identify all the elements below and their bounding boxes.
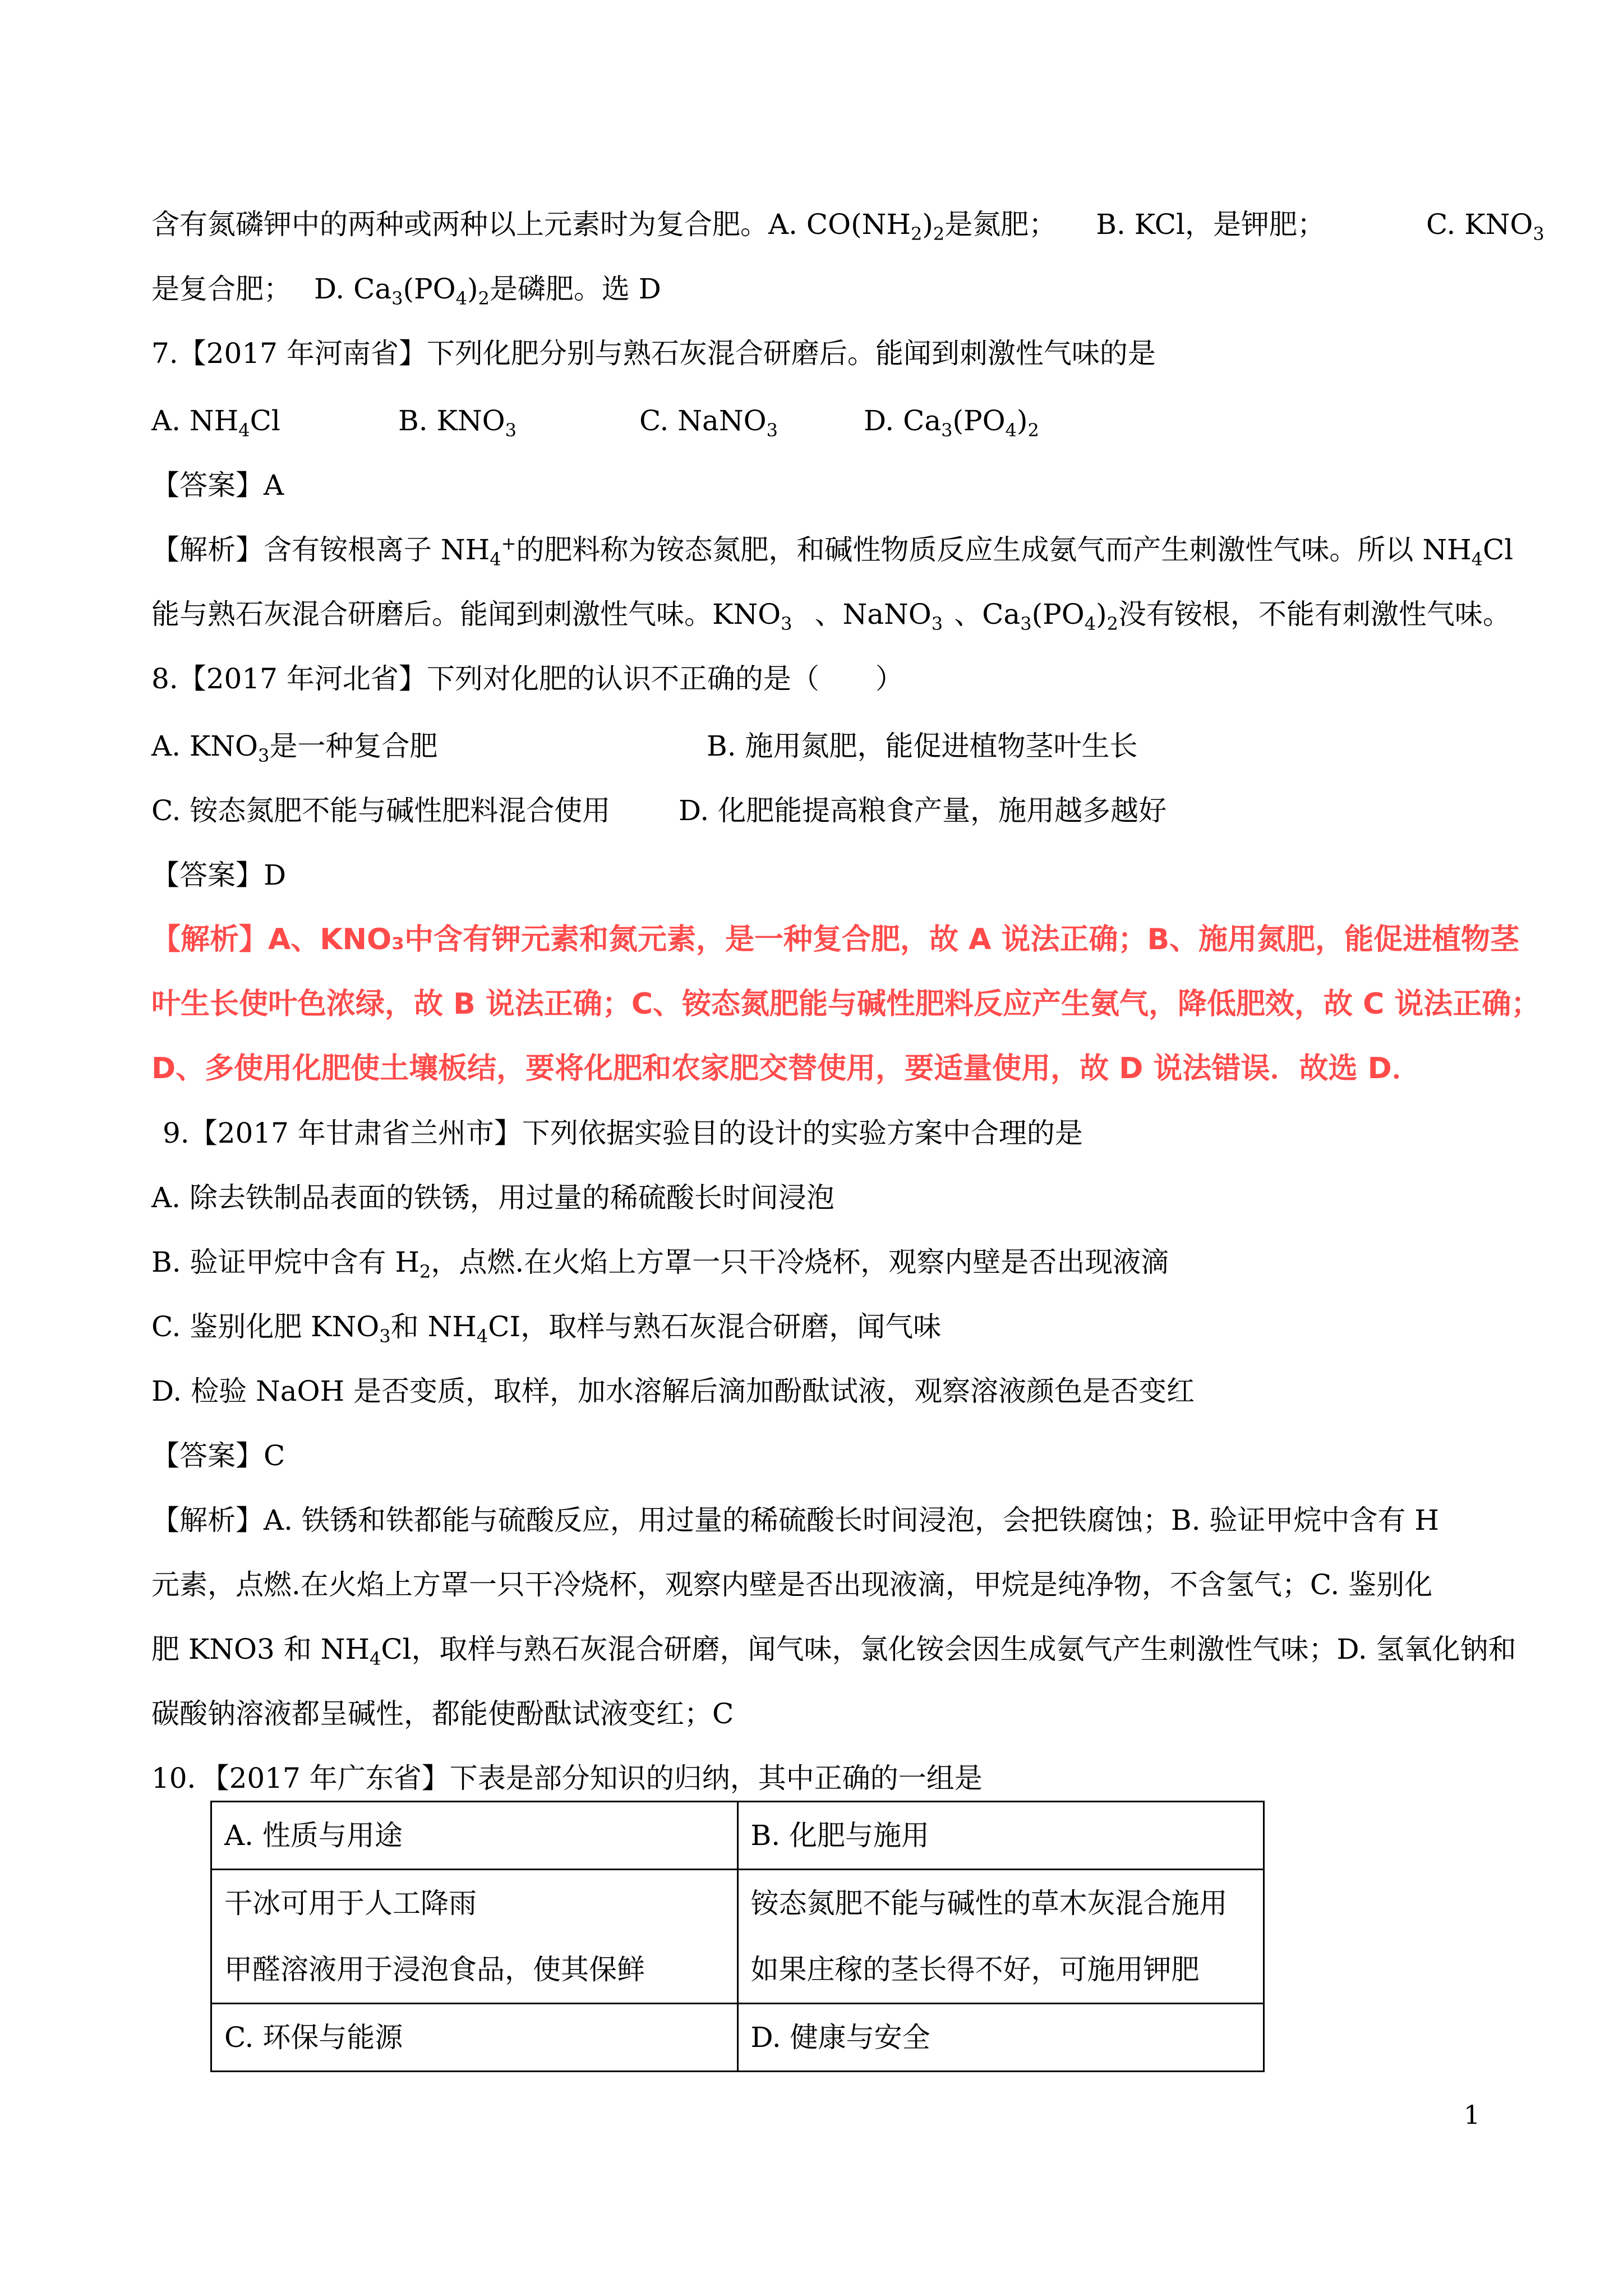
table-cell-c-head: C. 环保与能源 xyxy=(211,2004,738,2072)
question-8-analysis-2: 叶生长使叶色浓绿，故 B 说法正确；C、铵态氮肥能与碱性肥料反应产生氨气，降低肥效，故 C 说法正确； xyxy=(151,987,1541,1021)
question-9-analysis-1: 【解析】A. 铁锈和铁都能与硫酸反应，用过量的稀硫酸长时间浸泡，会把铁腐蚀；B. 验证甲烷中含有 H xyxy=(151,1504,1439,1536)
option-b: B. 施用氮肥，能促进植物茎叶生长 xyxy=(707,730,1138,762)
table-cell-line: 如果庄稼的茎长得不好，可施用钾肥 xyxy=(750,1953,1200,1986)
option-a: A. $KNO_3$是一种复合肥 xyxy=(151,730,438,766)
knowledge-table xyxy=(210,1801,1265,2072)
question-7-analysis-1: 【解析】含有铵根离子 $NH_4^+$的肥料称为铵态氮肥，和碱性物质反应生成氨气而产生刺激性气味。所以 $NH_4Cl$ xyxy=(151,532,1514,570)
option-a: A. $NH_4Cl$ xyxy=(151,404,280,441)
table-row xyxy=(211,2004,1264,2072)
table-cell-d-head: D. 健康与安全 xyxy=(737,2004,1264,2072)
table-cell-b-head: B. 化肥与施用 xyxy=(737,1802,1264,1870)
option-d: D. 化肥能提高粮食产量，施用越多越好 xyxy=(679,794,1167,827)
table-cell-a-body xyxy=(211,1870,738,2004)
question-8-analysis-3: D、多使用化肥使土壤板结，要将化肥和农家肥交替使用，要适量使用，故 D 说法错误．故选 D． xyxy=(151,1052,1421,1085)
question-7: 7.【2017 年河南省】下列化肥分别与熟石灰混合研磨后。能闻到刺激性气味的是 xyxy=(151,337,1156,370)
question-9-option-b: B. 验证甲烷中含有 $H_2$，点燃.在火焰上方罩一只干冷烧杯，观察内壁是否出现液滴 xyxy=(151,1246,1169,1282)
question-10: 10．【2017 年广东省】下表是部分知识的归纳，其中正确的一组是 xyxy=(151,1762,983,1795)
table-row xyxy=(211,1870,1264,2004)
option-c: C. 铵态氮肥不能与碱性肥料混合使用 xyxy=(151,794,611,827)
question-8-answer: 【答案】D xyxy=(151,859,287,891)
table-row xyxy=(211,1802,1264,1870)
question-9: 9.【2017 年甘肃省兰州市】下列依据实验目的设计的实验方案中合理的是 xyxy=(163,1117,1083,1149)
table-cell-line: 干冰可用于人工降雨 xyxy=(224,1887,477,1920)
question-7-answer: 【答案】A xyxy=(151,469,284,501)
option-d: D. $Ca_3(PO_4)_2$ xyxy=(864,404,1039,441)
question-7-analysis-2: 能与熟石灰混合研磨后。能闻到刺激性气味。$KNO_3$ 、NaNO$_3$ 、$Ca_3(PO_4)_2$没有铵根，不能有刺激性气味。 xyxy=(151,598,1511,634)
question-9-analysis-3: 肥 KNO3 和 $NH_4Cl$，取样与熟石灰混合研磨，闻气味，氯化铵会因生成氨气产生刺激性气味；D. 氢氧化钠和 xyxy=(151,1633,1516,1669)
question-9-answer: 【答案】C xyxy=(151,1439,285,1472)
question-8-analysis-1: 【解析】A、KNO₃中含有钾元素和氮元素，是一种复合肥，故 A 说法正确；B、施用氮肥，能促进植物茎 xyxy=(151,923,1520,956)
question-9-analysis-4: 碳酸钠溶液都呈碱性，都能使酚酞试液变红；C xyxy=(151,1697,734,1730)
question-8: 8.【2017 年河北省】下列对化肥的认识不正确的是（ ） xyxy=(151,662,903,695)
question-9-option-a: A. 除去铁制品表面的铁锈，用过量的稀硫酸长时间浸泡 xyxy=(151,1181,834,1214)
table-cell-line: 铵态氮肥不能与碱性的草木灰混合施用 xyxy=(750,1887,1228,1920)
table-cell-line: 甲醛溶液用于浸泡食品，使其保鲜 xyxy=(224,1953,645,1986)
question-9-option-d: D. 检验 NaOH 是否变质，取样，加水溶解后滴加酚酞试液，观察溶液颜色是否变红 xyxy=(151,1375,1195,1407)
question-9-option-c: C. 鉴别化肥 $KNO_3$和 $NH_4CI$，取样与熟石灰混合研磨，闻气味 xyxy=(151,1310,942,1347)
text-line-2: 是复合肥； D. $Ca_3(PO_4)_2$是磷肥。选 D xyxy=(151,273,661,309)
table-cell-a-head: A. 性质与用途 xyxy=(211,1802,738,1870)
option-b: B. $KNO_3$ xyxy=(398,404,517,441)
question-9-analysis-2: 元素，点燃.在火焰上方罩一只干冷烧杯，观察内壁是否出现液滴，甲烷是纯净物，不含氢气；C. 鉴别化 xyxy=(151,1568,1433,1601)
table-cell-b-body xyxy=(737,1870,1264,2004)
text-line-1: 含有氮磷钾中的两种或两种以上元素时为复合肥。A. $CO(NH_2)_2$是氮肥； B. KCl，是钾肥； C. $KNO_3$ xyxy=(151,208,1544,245)
option-c: C. NaNO$_3$ xyxy=(639,404,778,441)
page-number: 1 xyxy=(1464,2100,1481,2130)
